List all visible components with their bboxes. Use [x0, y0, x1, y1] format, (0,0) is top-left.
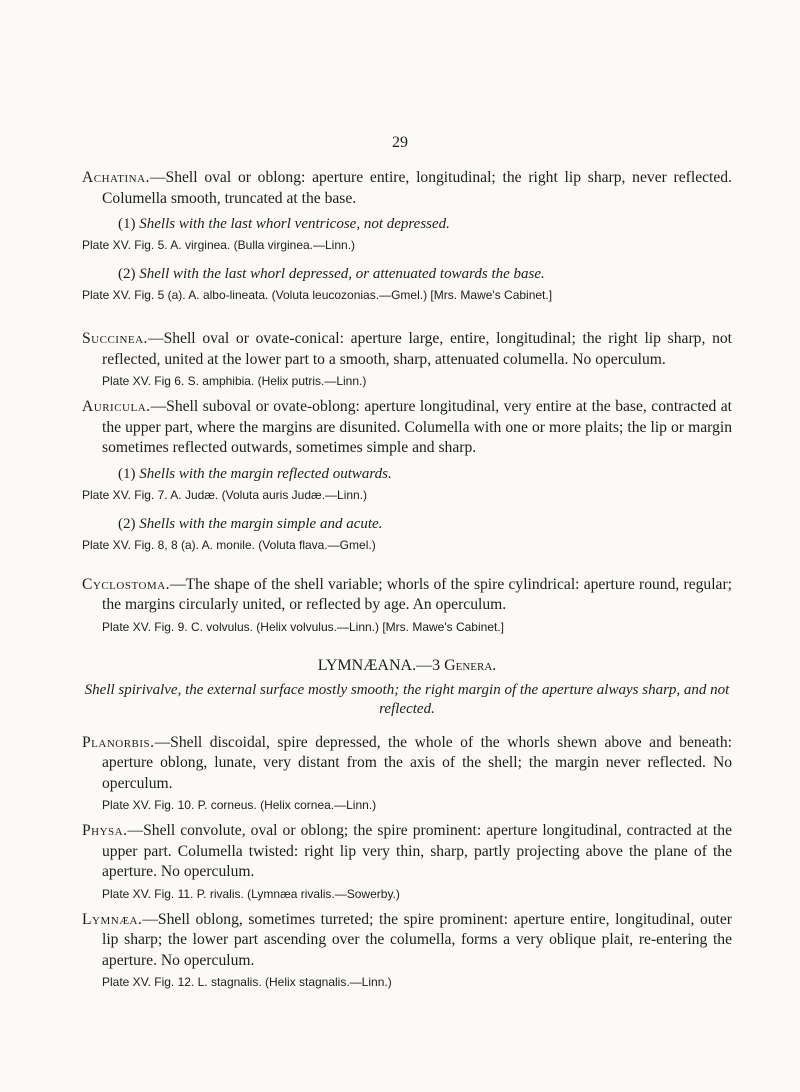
family-genera-count: —3 Genera.: [416, 656, 497, 674]
plate-reference: Plate XV. Fig. 11. P. rivalis. (Lymnæa rivalis.—Sowerby.): [102, 886, 400, 901]
entry-lymnaea: [82, 910, 732, 991]
genus-description: —Shell oval or oblong: aperture entire, longitudinal; the right lip sharp, never reflected. Columella smooth, truncated at the base.: [102, 169, 732, 207]
entry-planorbis: [82, 733, 732, 814]
plate-reference: Plate XV. Fig. 5. A. virginea. (Bulla virginea.—Linn.): [82, 238, 356, 252]
plate-reference: Plate XV. Fig. 8, 8 (a). A. monile. (Voluta flava.—Gmel.): [82, 537, 376, 552]
page-number: 29: [392, 134, 408, 151]
genus-name: Lymnæa.: [82, 910, 143, 928]
plate-reference: Plate XV. Fig. 5 (a). A. albo-lineata. (Voluta leucozonias.—Gmel.) [Mrs. Mawe's Cabinet.]: [82, 288, 553, 302]
genus-description: —Shell oblong, sometimes turreted; the spire prominent: aperture entire, longitudinal, outer lip sharp; the lower part ascending over the columella, forms a very oblique plait, re-entering the aperture. No operculum.: [102, 910, 732, 969]
entry-auricula: [82, 397, 732, 553]
entry-cyclostoma: [82, 575, 732, 635]
plate-reference: Plate XV. Fig. 12. L. stagnalis. (Helix stagnalis.—Linn.): [102, 975, 392, 989]
genus-description: —Shell suboval or ovate-oblong: aperture longitudinal, very entire at the base, contracted at the upper part, where the margins are disunited. Columella with one or more plaits; the lip or margin sometimes reflected outwards, sometimes simple and sharp.: [102, 398, 732, 456]
genus-description: —Shell discoidal, spire depressed, the whole of the whorls shewn above and beneath: aperture oblong, lunate, very distant from the axis of the shell; the margin never reflected. No operculum.: [102, 733, 732, 792]
entry-succinea: [82, 329, 732, 389]
subsection: (2) Shells with the margin simple and acute.: [118, 515, 383, 532]
subsection: (1) Shells with the margin reflected outwards.: [118, 465, 392, 482]
family-name: LYMNÆANA.: [317, 656, 417, 674]
plate-reference: Plate XV. Fig. 9. C. volvulus. (Helix volvulus.—Linn.) [Mrs. Mawe's Cabinet.]: [102, 619, 504, 634]
subsection: (2) Shell with the last whorl depressed, or attenuated towards the base.: [118, 266, 545, 282]
genus-description: —Shell convolute, oval or oblong; the spire prominent: aperture longitudinal, contracted at the upper part. Columella twisted: right lip very thin, sharp, partly projecting above the plane of the aperture. No operculum.: [102, 822, 732, 880]
plate-reference: Plate XV. Fig. 10. P. corneus. (Helix cornea.—Linn.): [102, 798, 377, 812]
entry-physa: [82, 821, 732, 902]
subsection: (1) Shells with the last whorl ventricose, not depressed.: [118, 216, 450, 232]
genus-name: Auricula.: [82, 398, 151, 415]
genus-name: Physa.: [82, 822, 128, 839]
plate-reference: Plate XV. Fig 6. S. amphibia. (Helix putris.—Linn.): [102, 374, 367, 388]
genus-name: Achatina.: [82, 169, 150, 186]
genus-name: Succinea.: [82, 330, 148, 347]
genus-description: —The shape of the shell variable; whorls of the spire cylindrical: aperture round, regular; the margins circularly united, or reflected by age. An operculum.: [102, 575, 732, 613]
family-description: Shell spirivalve, the external surface mostly smooth; the right margin of the aperture always sharp, and not reflected.: [84, 681, 730, 717]
page-body: [82, 168, 732, 990]
family-heading: [82, 655, 732, 677]
entry-achatina: [82, 168, 732, 303]
plate-reference: Plate XV. Fig. 7. A. Judæ. (Voluta auris Judæ.—Linn.): [82, 487, 368, 502]
genus-name: Cyclostoma.: [82, 575, 171, 593]
genus-description: —Shell oval or ovate-conical: aperture large, entire, longitudinal; the right lip sharp, not reflected, united at the lower part to a smooth, sharp, attenuated columella. No operculum.: [102, 330, 732, 368]
genus-name: Planorbis.: [82, 733, 155, 751]
